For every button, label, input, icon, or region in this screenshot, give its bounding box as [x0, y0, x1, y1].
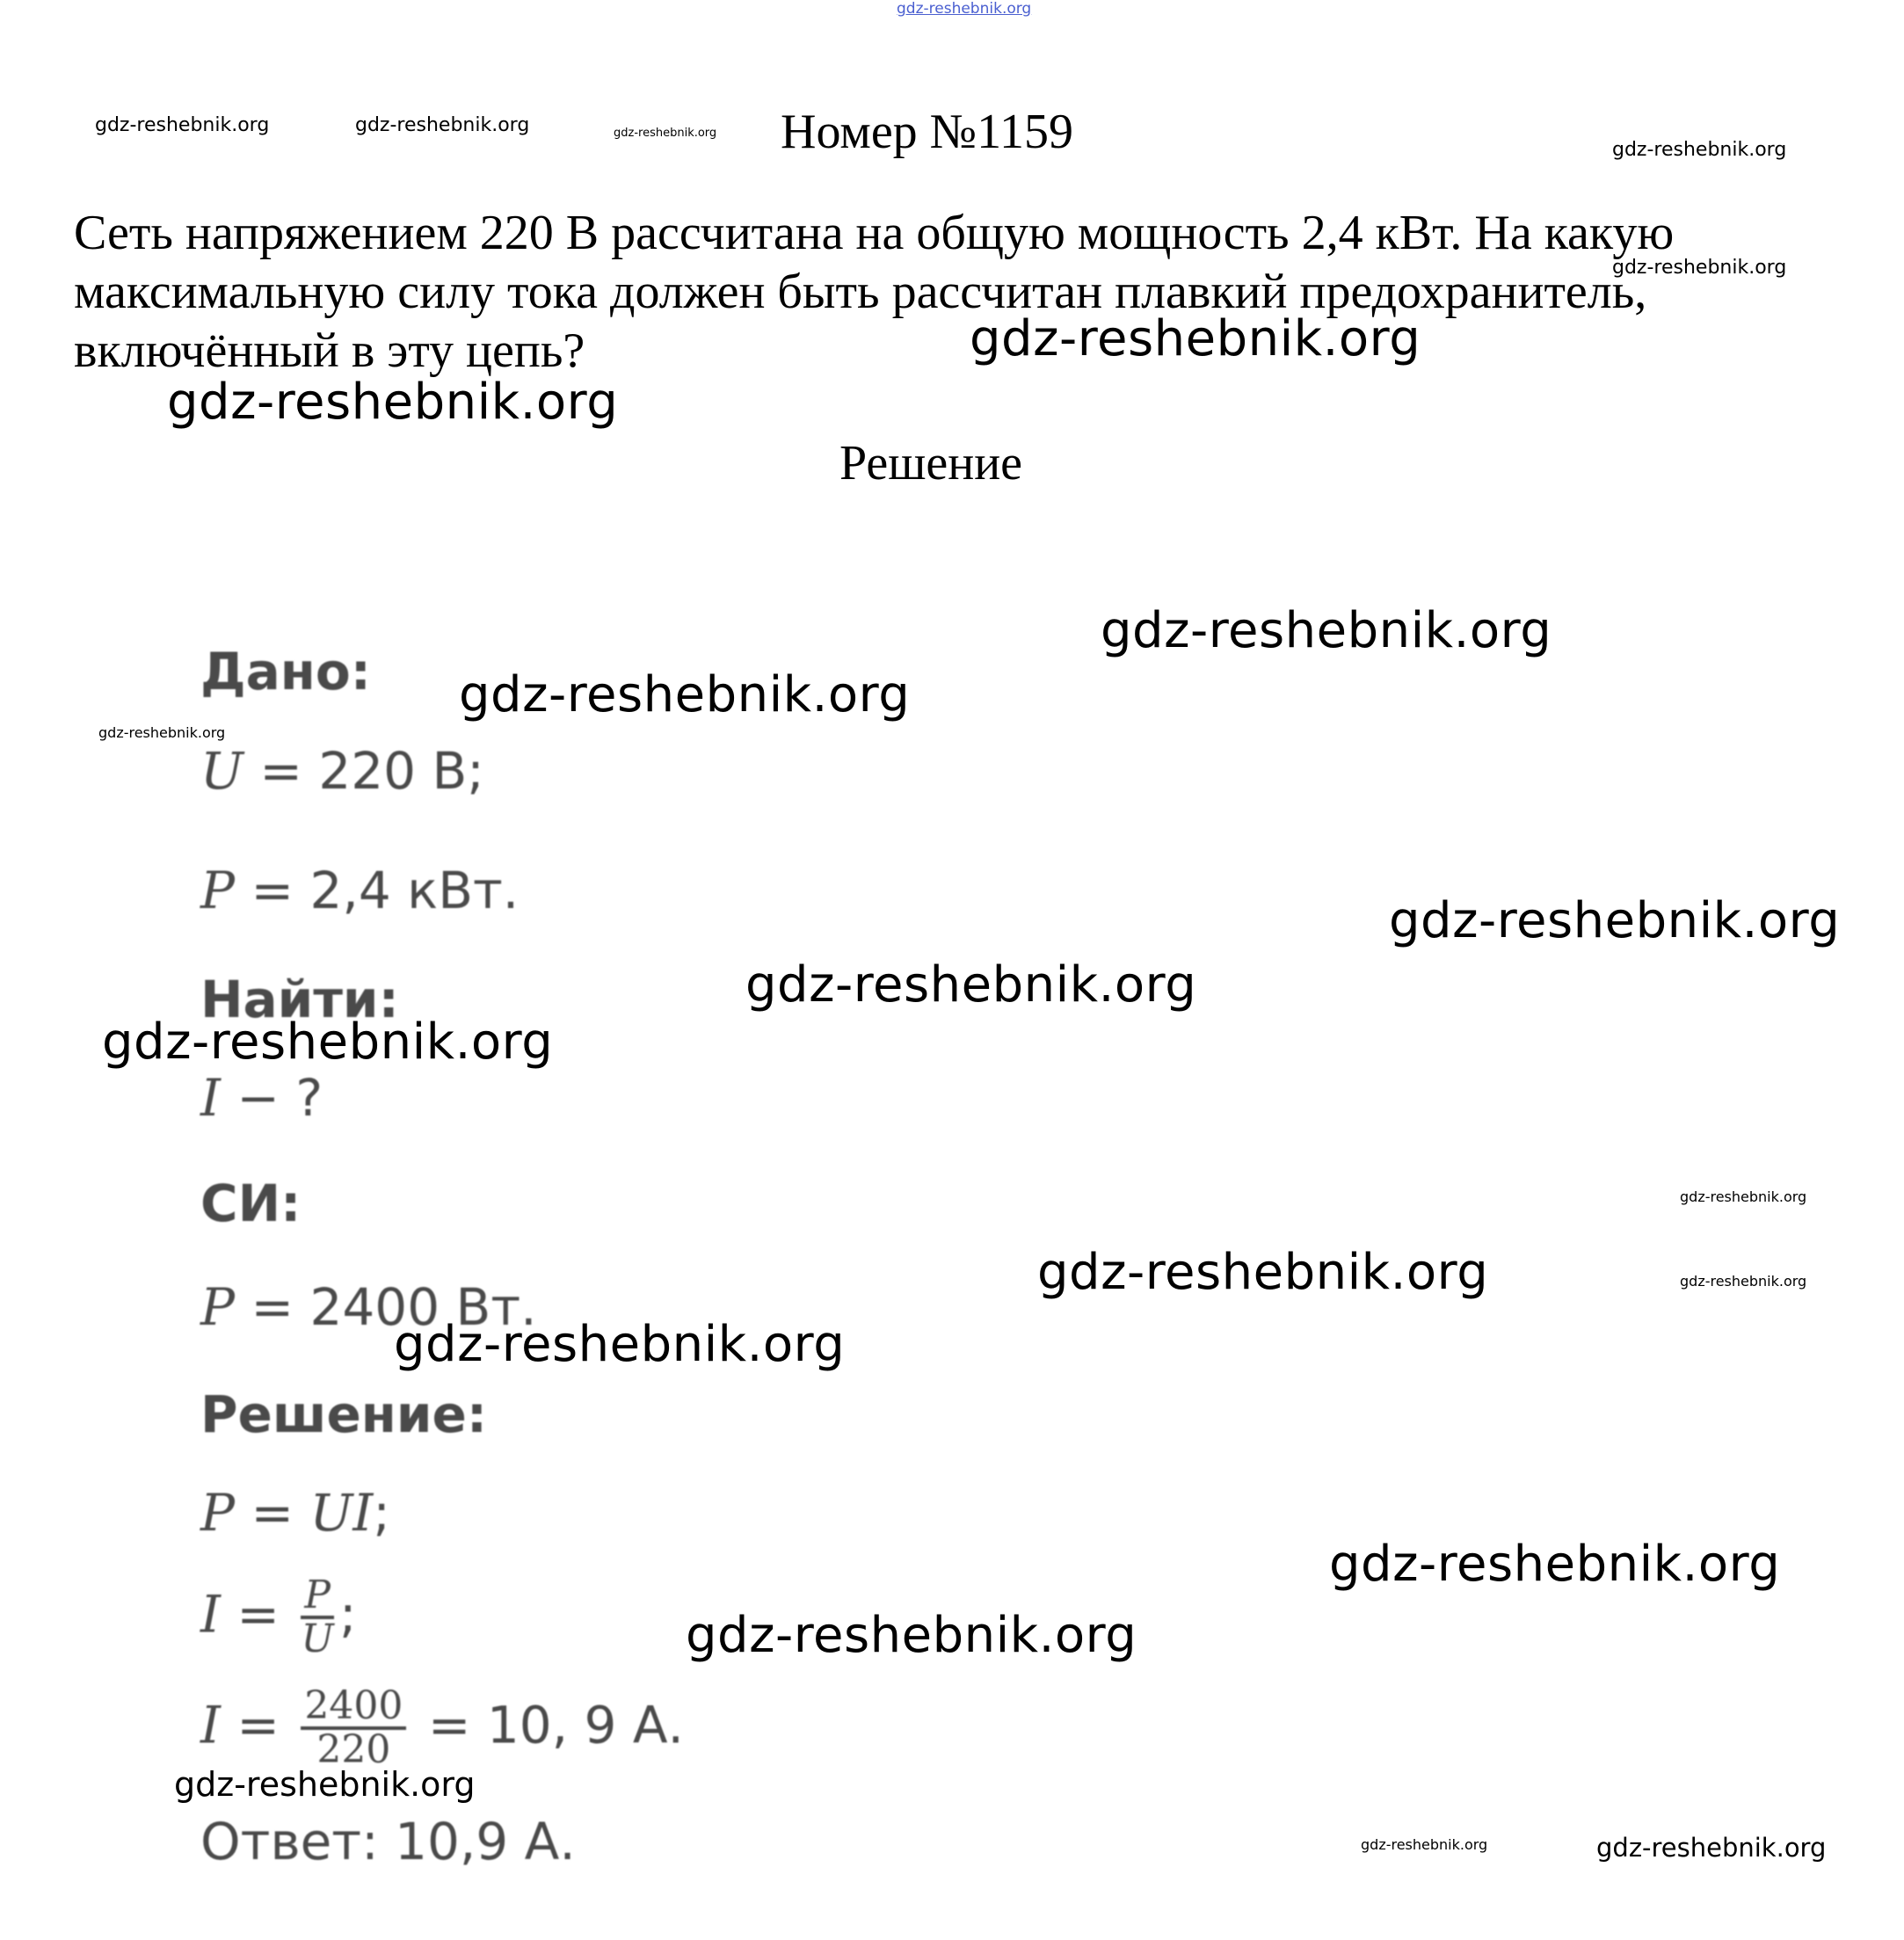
- watermark: gdz-reshebnik.org: [686, 1607, 1137, 1664]
- var-p: P: [200, 1277, 236, 1337]
- formula-power-eq: =: [235, 1483, 310, 1543]
- formula-calc-left: I: [200, 1695, 221, 1755]
- given-power-value: = 2,4 кВт.: [235, 861, 520, 920]
- find-current-text: − ?: [220, 1068, 323, 1128]
- watermark: gdz-reshebnik.org: [1612, 139, 1787, 161]
- solution-heading: Решение: [839, 436, 1023, 490]
- fraction-denominator: 220: [316, 1727, 391, 1773]
- watermark: gdz-reshebnik.org: [1612, 257, 1787, 279]
- formula-current-left: I: [200, 1584, 221, 1645]
- formula-calculation: [200, 1683, 684, 1773]
- watermark: gdz-reshebnik.org: [614, 127, 717, 140]
- task-text: Сеть напряжением 220 В рассчитана на общую мощность 2,4 кВт. На какую максимальную силу тока должен быть рассчитан плавкий предохранитель, включённый в эту цепь?: [74, 206, 1675, 378]
- watermark: gdz-reshebnik.org: [970, 310, 1421, 367]
- watermark: gdz-reshebnik.org: [1361, 1836, 1488, 1853]
- watermark-top[interactable]: gdz-reshebnik.org: [897, 0, 1032, 18]
- formula-power-end: ;: [373, 1483, 390, 1543]
- given-label: Дано:: [200, 642, 371, 701]
- var-i: I: [200, 1068, 221, 1128]
- watermark: gdz-reshebnik.org: [1680, 1188, 1807, 1205]
- watermark: gdz-reshebnik.org: [1037, 1244, 1489, 1301]
- formula-power-left: P: [200, 1483, 236, 1543]
- watermark: gdz-reshebnik.org: [1596, 1833, 1827, 1863]
- watermark: gdz-reshebnik.org: [1101, 602, 1552, 659]
- watermark: gdz-reshebnik.org: [1329, 1536, 1781, 1593]
- watermark: gdz-reshebnik.org: [745, 956, 1197, 1014]
- given-power: [200, 861, 520, 920]
- var-u: U: [200, 741, 243, 801]
- fraction-numerator: P: [301, 1575, 334, 1619]
- find-current: [200, 1068, 323, 1128]
- formula-power: [200, 1483, 390, 1543]
- given-voltage-value: = 220 В;: [243, 741, 484, 801]
- watermark: gdz-reshebnik.org: [95, 114, 270, 136]
- fraction-p-over-u: [301, 1575, 334, 1660]
- formula-current-end: ;: [339, 1584, 357, 1645]
- fraction-numerator: 2400: [301, 1686, 406, 1730]
- formula-current-eq: =: [220, 1584, 296, 1645]
- fraction-denominator: U: [301, 1617, 334, 1662]
- watermark: gdz-reshebnik.org: [394, 1316, 846, 1373]
- given-voltage: [200, 741, 484, 801]
- watermark: gdz-reshebnik.org: [1680, 1273, 1807, 1290]
- watermark: gdz-reshebnik.org: [355, 114, 530, 136]
- fraction-2400-over-220: [301, 1683, 406, 1773]
- watermark: gdz-reshebnik.org: [102, 1014, 554, 1071]
- formula-current: [200, 1575, 357, 1660]
- watermark: gdz-reshebnik.org: [1389, 892, 1841, 949]
- watermark: gdz-reshebnik.org: [459, 666, 911, 723]
- si-label: СИ:: [200, 1173, 302, 1233]
- answer: Ответ: 10,9 А.: [200, 1812, 576, 1871]
- watermark: gdz-reshebnik.org: [98, 724, 226, 741]
- solution-label: Решение:: [200, 1384, 488, 1444]
- var-p: P: [200, 861, 236, 920]
- si-power-value: = 2400 Вт.: [235, 1277, 537, 1337]
- find-label: Найти:: [200, 970, 399, 1029]
- page-title: Номер №1159: [781, 105, 1074, 159]
- formula-calc-result: = 10, 9 А.: [411, 1695, 684, 1755]
- formula-power-right: UI: [309, 1483, 374, 1543]
- si-power: [200, 1277, 537, 1337]
- watermark: gdz-reshebnik.org: [167, 374, 619, 431]
- watermark: gdz-reshebnik.org: [174, 1765, 476, 1804]
- formula-calc-eq: =: [220, 1695, 296, 1755]
